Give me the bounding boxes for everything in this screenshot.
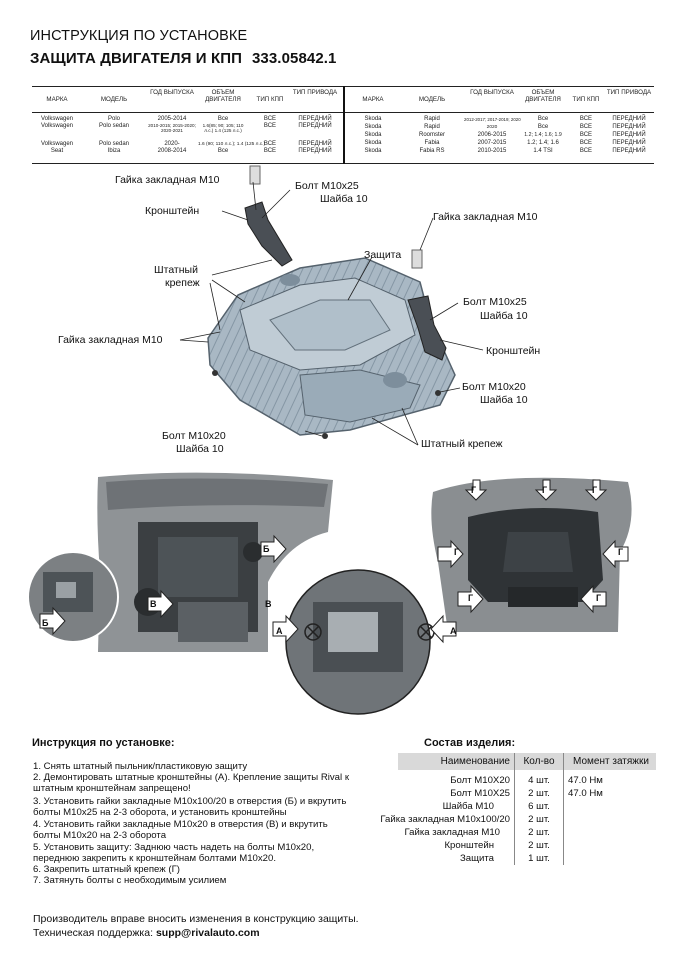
compat-cell: ВСЕ xyxy=(263,123,277,129)
compat-cell: ВСЕ xyxy=(579,116,593,122)
instruction-step: 6. Закрепить штатный крепеж (Г) xyxy=(33,864,180,875)
compat-cell: Skoda xyxy=(364,140,382,146)
instruction-step: штатным кронштейнам запрещено! xyxy=(33,783,191,794)
product-name: ЗАЩИТА ДВИГАТЕЛЯ И КПП xyxy=(30,50,242,67)
compatibility-table xyxy=(32,86,654,164)
label-washer-top: Шайба 10 xyxy=(320,193,368,205)
compat-cell: 1.2; 1.4; 1.6; 1.9 xyxy=(524,132,562,138)
instruction-step: 7. Затянуть болты с необходимым усилием xyxy=(33,875,227,886)
header-drive: ТИП ПРИВОДА xyxy=(292,89,338,96)
header-brand: МАРКА xyxy=(46,96,68,103)
instructions-title: Инструкция по установке: xyxy=(32,737,175,749)
composition-name: Болт М10Х20 xyxy=(450,775,510,786)
composition-qty: 1 шт. xyxy=(528,853,550,864)
header-engine: ОБЪЕМ ДВИГАТЕЛЯ xyxy=(205,89,241,103)
compat-cell: Fabia xyxy=(424,140,440,146)
compat-cell: ПЕРЕДНИЙ xyxy=(298,148,332,154)
compat-cell: ПЕРЕДНИЙ xyxy=(612,116,646,122)
compat-cell: 2010-2015; 2015-2020; 2020-2021 xyxy=(148,123,196,134)
compat-cell: Skoda xyxy=(364,148,382,154)
compat-cell: 2020 xyxy=(486,125,498,130)
compat-cell: 2006-2015 xyxy=(477,132,507,138)
compat-cell: Polo xyxy=(107,116,120,122)
compat-cell: Все xyxy=(217,148,229,154)
compat-cell: Seat xyxy=(50,148,64,154)
composition-qty: 2 шт. xyxy=(528,814,550,825)
composition-name: Гайка закладная М10 xyxy=(404,827,500,838)
marker-a-left: А xyxy=(276,626,283,636)
marker-b-1: Б xyxy=(263,544,270,554)
compat-cell: Все xyxy=(217,116,229,122)
label-nut-left: Гайка закладная М10 xyxy=(58,334,163,346)
compat-cell: ПЕРЕДНИЙ xyxy=(612,140,646,146)
label-washer-m20-right: Шайба 10 xyxy=(480,394,528,406)
compat-cell: ПЕРЕДНИЙ xyxy=(612,132,646,138)
footer-disclaimer: Производитель вправе вносить изменения в конструкцию защиты. xyxy=(33,913,359,925)
label-protection: Защита xyxy=(364,249,402,261)
header-engine-2: ОБЪЕМ ДВИГАТЕЛЯ xyxy=(525,89,561,103)
photo-center-circle xyxy=(286,570,434,714)
composition-qty: 6 шт. xyxy=(528,801,550,812)
header-gearbox-2: ТИП КПП xyxy=(572,96,600,103)
label-nut-top: Гайка закладная М10 xyxy=(115,174,220,186)
header-year-2: ГОД ВЫПУСКА xyxy=(470,89,514,96)
compat-cell: ВСЕ xyxy=(579,124,593,130)
compat-cell: ПЕРЕДНИЙ xyxy=(298,116,332,122)
label-bolt-m20-bottom: Болт М10х20 xyxy=(162,430,226,442)
composition-divider-1 xyxy=(514,753,515,865)
composition-header-name: Наименование xyxy=(440,756,510,767)
header-gearbox: ТИП КПП xyxy=(256,96,284,103)
marker-g-1: Г xyxy=(471,485,477,495)
support-label: Техническая поддержка: xyxy=(33,927,154,939)
composition-title: Состав изделия: xyxy=(424,737,516,749)
header-model-2: МОДЕЛЬ xyxy=(418,96,446,103)
support-email-link[interactable]: supp@rivalauto.com xyxy=(155,927,260,939)
label-bolt-top: Болт М10х25 xyxy=(295,180,359,192)
instruction-step: 2. Демонтировать штатные кронштейны (А). Крепление защиты Rival к xyxy=(33,772,350,783)
compat-cell: 2020- xyxy=(164,141,180,147)
marker-g-5: Г xyxy=(618,547,624,557)
label-bracket-left: Кронштейн xyxy=(145,205,200,217)
composition-name: Гайка закладная М10х100/20 xyxy=(380,814,510,825)
compat-cell: 2007-2015 xyxy=(477,140,507,146)
part-number: 333.05842.1 xyxy=(251,50,337,67)
instruction-step: 3. Установить гайки закладные М10х100/20 в отверстия (Б) и вкрутить xyxy=(33,796,347,807)
compat-cell: Ibiza xyxy=(107,148,121,154)
label-standard-mount-2: крепеж xyxy=(165,277,200,289)
compat-cell: ВСЕ xyxy=(579,132,593,138)
compat-cell: ВСЕ xyxy=(263,116,277,122)
compat-cell: Volkswagen xyxy=(40,141,74,147)
compat-cell: Rapid xyxy=(424,116,440,122)
header-year: ГОД ВЫПУСКА xyxy=(150,89,194,96)
marker-v-1: В xyxy=(150,599,157,609)
label-standard-mount-bottom: Штатный крепеж xyxy=(421,438,503,450)
composition-torque: 47.0 Нм xyxy=(568,775,603,786)
composition-header-torque: Момент затяжки xyxy=(573,756,649,767)
marker-g-6: Г xyxy=(468,593,474,603)
compat-cell: Skoda xyxy=(364,116,382,122)
footer-support xyxy=(33,927,260,939)
instruction-step: переднюю закрепить к кронштейнам болтами М10х20. xyxy=(33,853,277,864)
skid-plate-shape xyxy=(208,258,455,435)
compat-cell: ПЕРЕДНИЙ xyxy=(612,124,646,130)
compat-cell: 2012-2017; 2017-2019; 2020 xyxy=(464,117,521,122)
compat-cell: Volkswagen xyxy=(40,116,74,122)
product-title xyxy=(30,50,336,67)
compat-cell: Volkswagen xyxy=(40,123,74,129)
marker-a-right: А xyxy=(450,626,457,636)
installation-photos xyxy=(28,462,668,720)
compat-cell: 2005-2014 xyxy=(157,116,187,122)
compat-cell: Polo sedan xyxy=(98,123,130,129)
label-bolt-right: Болт М10х25 xyxy=(463,296,527,308)
composition-name: Болт М10Х25 xyxy=(450,788,510,799)
composition-qty: 2 шт. xyxy=(528,827,550,838)
label-washer-m20-bottom: Шайба 10 xyxy=(176,443,224,455)
compat-cell: Skoda xyxy=(364,124,382,130)
composition-name: Защита xyxy=(459,853,494,864)
marker-v-2: В xyxy=(265,599,272,609)
compat-cell: 2008-2014 xyxy=(157,148,187,154)
composition-divider-2 xyxy=(563,753,564,865)
composition-qty: 2 шт. xyxy=(528,840,550,851)
compat-cell: Rapid xyxy=(424,124,440,130)
marker-g-3: Г xyxy=(592,485,598,495)
instruction-step: болты М10х25 на 2-3 оборота, и установить кронштейны xyxy=(33,807,287,818)
label-nut-right: Гайка закладная М10 xyxy=(433,211,538,223)
compat-cell: ПЕРЕДНИЙ xyxy=(612,148,646,154)
compat-cell: ВСЕ xyxy=(579,148,593,154)
composition-qty: 2 шт. xyxy=(528,788,550,799)
marker-g-4: Г xyxy=(454,547,460,557)
compat-cell: ВСЕ xyxy=(579,140,593,146)
marker-g-2: Г xyxy=(542,485,548,495)
compat-cell: 2010-2015 xyxy=(477,148,507,154)
compat-cell: ПЕРЕДНИЙ xyxy=(298,123,332,129)
instruction-step: болты М10х20 на 2-3 оборота xyxy=(33,830,167,841)
label-bracket-right: Кронштейн xyxy=(486,345,541,357)
marker-g-7: Г xyxy=(596,593,602,603)
instruction-title: ИНСТРУКЦИЯ ПО УСТАНОВКЕ xyxy=(30,28,248,44)
compat-cell: ПЕРЕДНИЙ xyxy=(298,141,332,147)
label-standard-mount-1: Штатный xyxy=(154,264,198,276)
instruction-step: 5. Установить защиту: Заднюю часть надеть на болты М10х20, xyxy=(33,842,315,853)
compat-cell: 1.6 (90; 110 л.с.); 1.4 (125 л.с.) xyxy=(198,142,266,147)
instruction-step: 1. Снять штатный пыльник/пластиковую защиту xyxy=(33,761,248,772)
compat-cell: 1.6(85; 90; 105; 110 л.с.) 1.4 (125 л.с.) xyxy=(202,123,244,134)
compat-cell: Fabia RS xyxy=(419,148,445,154)
composition-name: Шайба М10 xyxy=(442,801,494,812)
compat-cell: ВСЕ xyxy=(263,141,277,147)
compat-cell: Все xyxy=(537,116,549,122)
marker-b-2: Б xyxy=(42,618,49,628)
compat-cell: Roomster xyxy=(418,132,445,138)
instruction-step: 4. Установить гайки закладные М10х20 в отверстия (В) и вкрутить xyxy=(33,819,328,830)
exploded-diagram xyxy=(0,160,686,460)
composition-qty: 4 шт. xyxy=(528,775,550,786)
compat-cell: 1.2; 1.4; 1.6 xyxy=(527,140,559,146)
compat-cell: Skoda xyxy=(364,132,382,138)
compat-cell: Polo sedan xyxy=(98,141,130,147)
header-brand-2: МАРКА xyxy=(362,96,384,103)
compat-cell: ВСЕ xyxy=(263,148,277,154)
composition-name: Кронштейн xyxy=(444,840,494,851)
compat-cell: Все xyxy=(537,124,549,130)
label-bolt-m20-right: Болт М10х20 xyxy=(462,381,526,393)
header-drive-2: ТИП ПРИВОДА xyxy=(606,89,652,96)
compat-cell: 1.4 TSI xyxy=(533,148,553,154)
label-washer-right: Шайба 10 xyxy=(480,310,528,322)
header-model: МОДЕЛЬ xyxy=(100,96,128,103)
composition-torque: 47.0 Нм xyxy=(568,788,603,799)
composition-header-qty: Кол-во xyxy=(523,756,555,767)
